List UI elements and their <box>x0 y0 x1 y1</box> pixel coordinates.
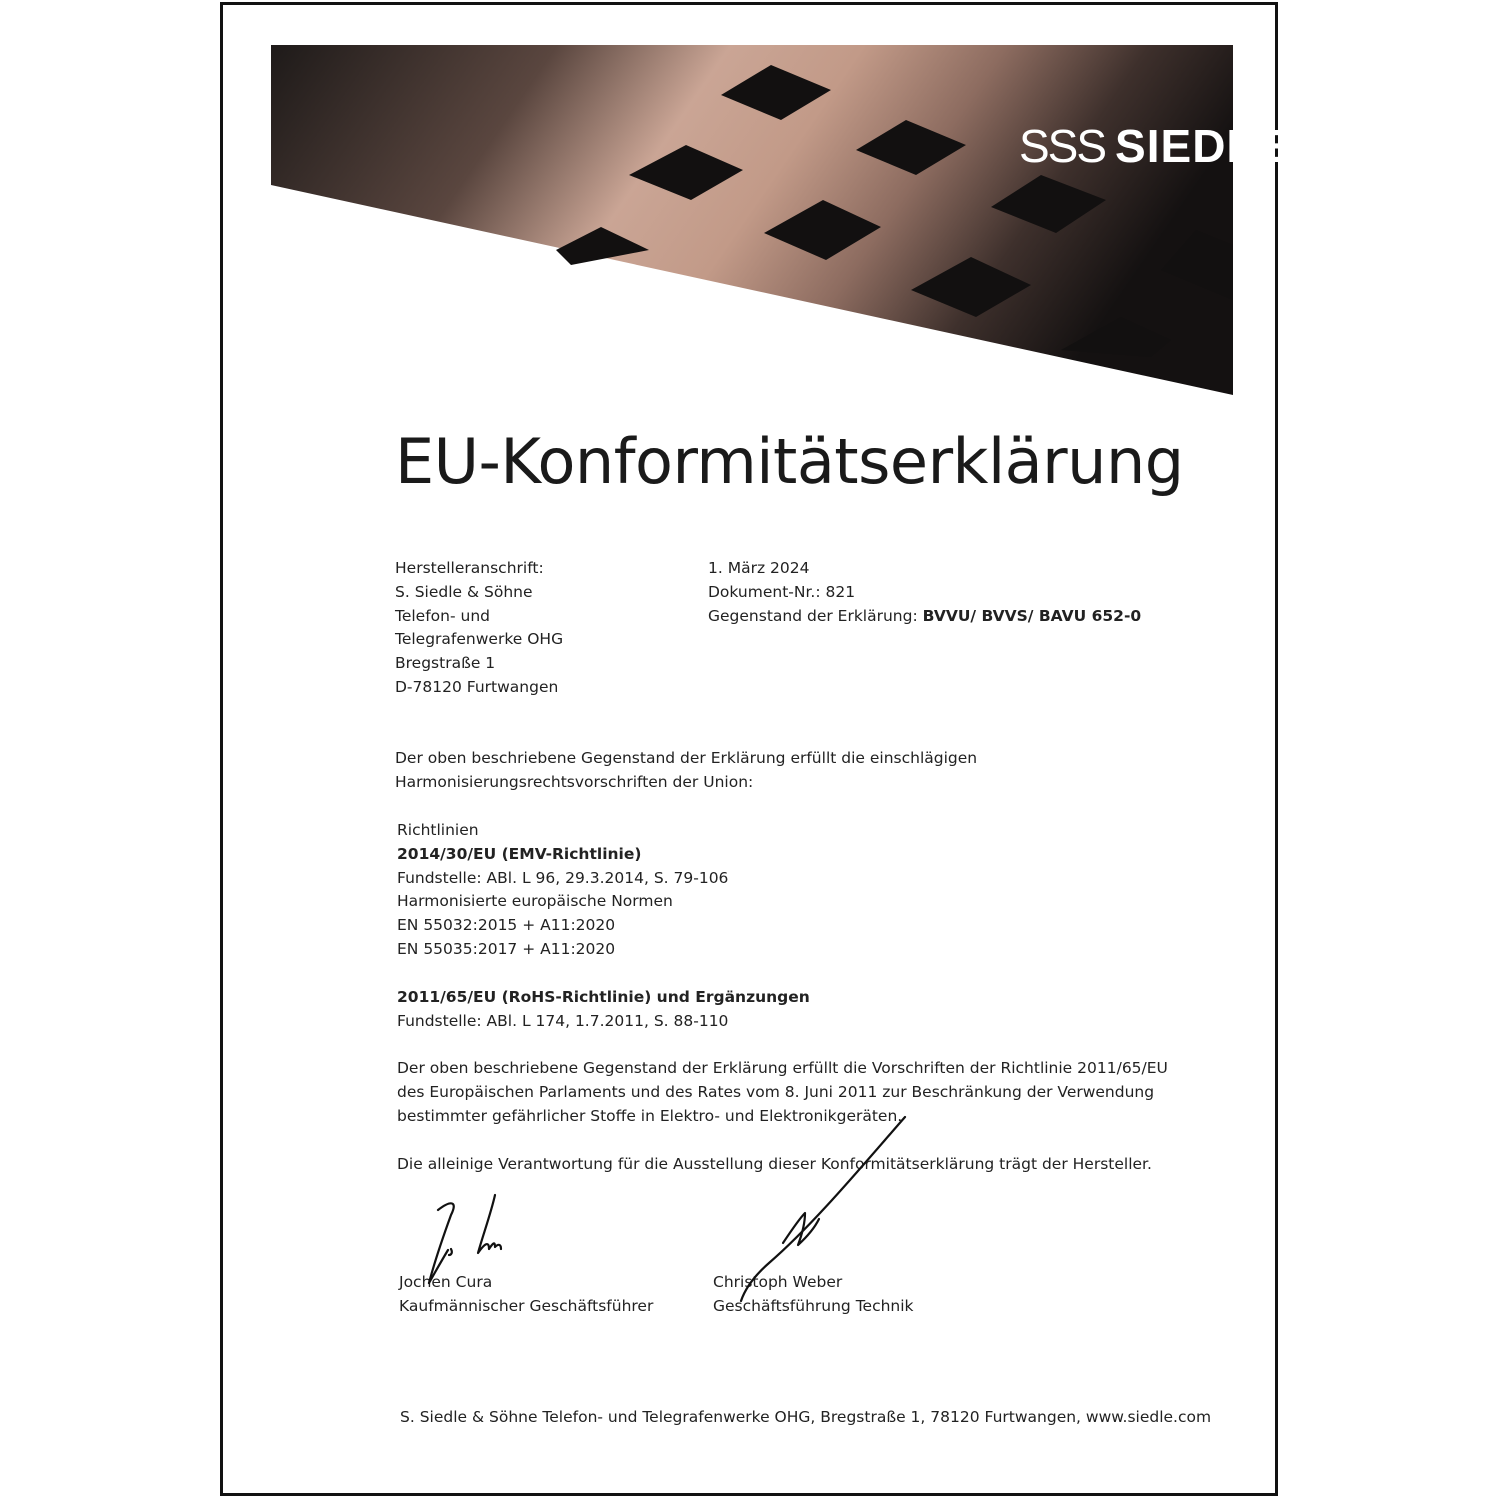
directives-heading: Richtlinien <box>397 821 479 839</box>
rohs-line: bestimmter gefährlicher Stoffe in Elektro- und Elektronikgeräten. <box>397 1106 903 1125</box>
manufacturer-address <box>395 557 563 700</box>
document-footer: S. Siedle & Söhne Telefon- und Telegrafenwerke OHG, Bregstraße 1, 78120 Furtwangen, www.siedle.com <box>400 1408 1212 1426</box>
signatory-1 <box>399 1271 653 1319</box>
document-date: 1. März 2024 <box>708 559 810 577</box>
rohs-directive-title: 2011/65/EU (RoHS-Richtlinie) und Ergänzungen <box>397 988 810 1006</box>
signatory-role: Kaufmännischer Geschäftsführer <box>399 1296 654 1315</box>
address-line: Telegrafenwerke OHG <box>395 630 564 649</box>
subject-label: Gegenstand der Erklärung: <box>708 606 918 625</box>
subject-value: BVVU/ BVVS/ BAVU 652-0 <box>922 606 1142 625</box>
directives-section <box>397 819 728 962</box>
norm-item: EN 55035:2017 + A11:2020 <box>397 939 616 958</box>
rohs-directive-source: Fundstelle: ABl. L 174, 1.7.2011, S. 88-110 <box>397 1011 729 1030</box>
responsibility-statement: Die alleinige Verantwortung für die Ausstellung dieser Konformitätserklärung trägt der Hersteller. <box>397 1155 1152 1173</box>
rohs-section <box>397 986 810 1034</box>
document-number: Dokument-Nr.: 821 <box>708 582 856 601</box>
address-line: S. Siedle & Söhne <box>395 582 533 601</box>
emv-directive-title: 2014/30/EU (EMV-Richtlinie) <box>397 844 642 863</box>
address-heading: Herstelleranschrift: <box>395 559 544 577</box>
norm-item: EN 55032:2015 + A11:2020 <box>397 916 616 935</box>
intro-paragraph <box>395 747 977 795</box>
document-meta <box>708 557 1141 628</box>
emv-directive-source: Fundstelle: ABl. L 96, 29.3.2014, S. 79-106 <box>397 868 729 887</box>
logo-brand: SIEDLE <box>1115 120 1288 172</box>
document-page <box>220 2 1288 1496</box>
address-line: Telefon- und <box>395 606 490 625</box>
signatory-2 <box>713 1271 914 1319</box>
document-title: EU-Konformitätserklärung <box>395 425 1184 498</box>
address-line: D-78120 Furtwangen <box>395 677 559 696</box>
logo-mark: SSS <box>1019 120 1106 172</box>
signatory-role: Geschäftsführung Technik <box>713 1296 914 1315</box>
intro-line: Der oben beschriebene Gegenstand der Erklärung erfüllt die einschlägigen <box>395 749 978 767</box>
signatory-name: Jochen Cura <box>399 1273 493 1291</box>
siedle-logo <box>1019 119 1287 173</box>
intro-line: Harmonisierungsrechtsvorschriften der Union: <box>395 772 754 791</box>
address-line: Bregstraße 1 <box>395 654 496 673</box>
rohs-line: Der oben beschriebene Gegenstand der Erklärung erfüllt die Vorschriften der Richtlinie 2011/65/EU <box>397 1059 1168 1077</box>
declaration-subject <box>708 605 1141 629</box>
norms-heading: Harmonisierte europäische Normen <box>397 892 673 911</box>
banner-graphic <box>271 45 1233 395</box>
rohs-line: des Europäischen Parlaments und des Rates vom 8. Juni 2011 zur Beschränkung der Verwendung <box>397 1082 1155 1101</box>
header-banner <box>271 45 1288 395</box>
rohs-compliance-paragraph <box>397 1057 1168 1128</box>
signatory-name: Christoph Weber <box>713 1273 843 1291</box>
